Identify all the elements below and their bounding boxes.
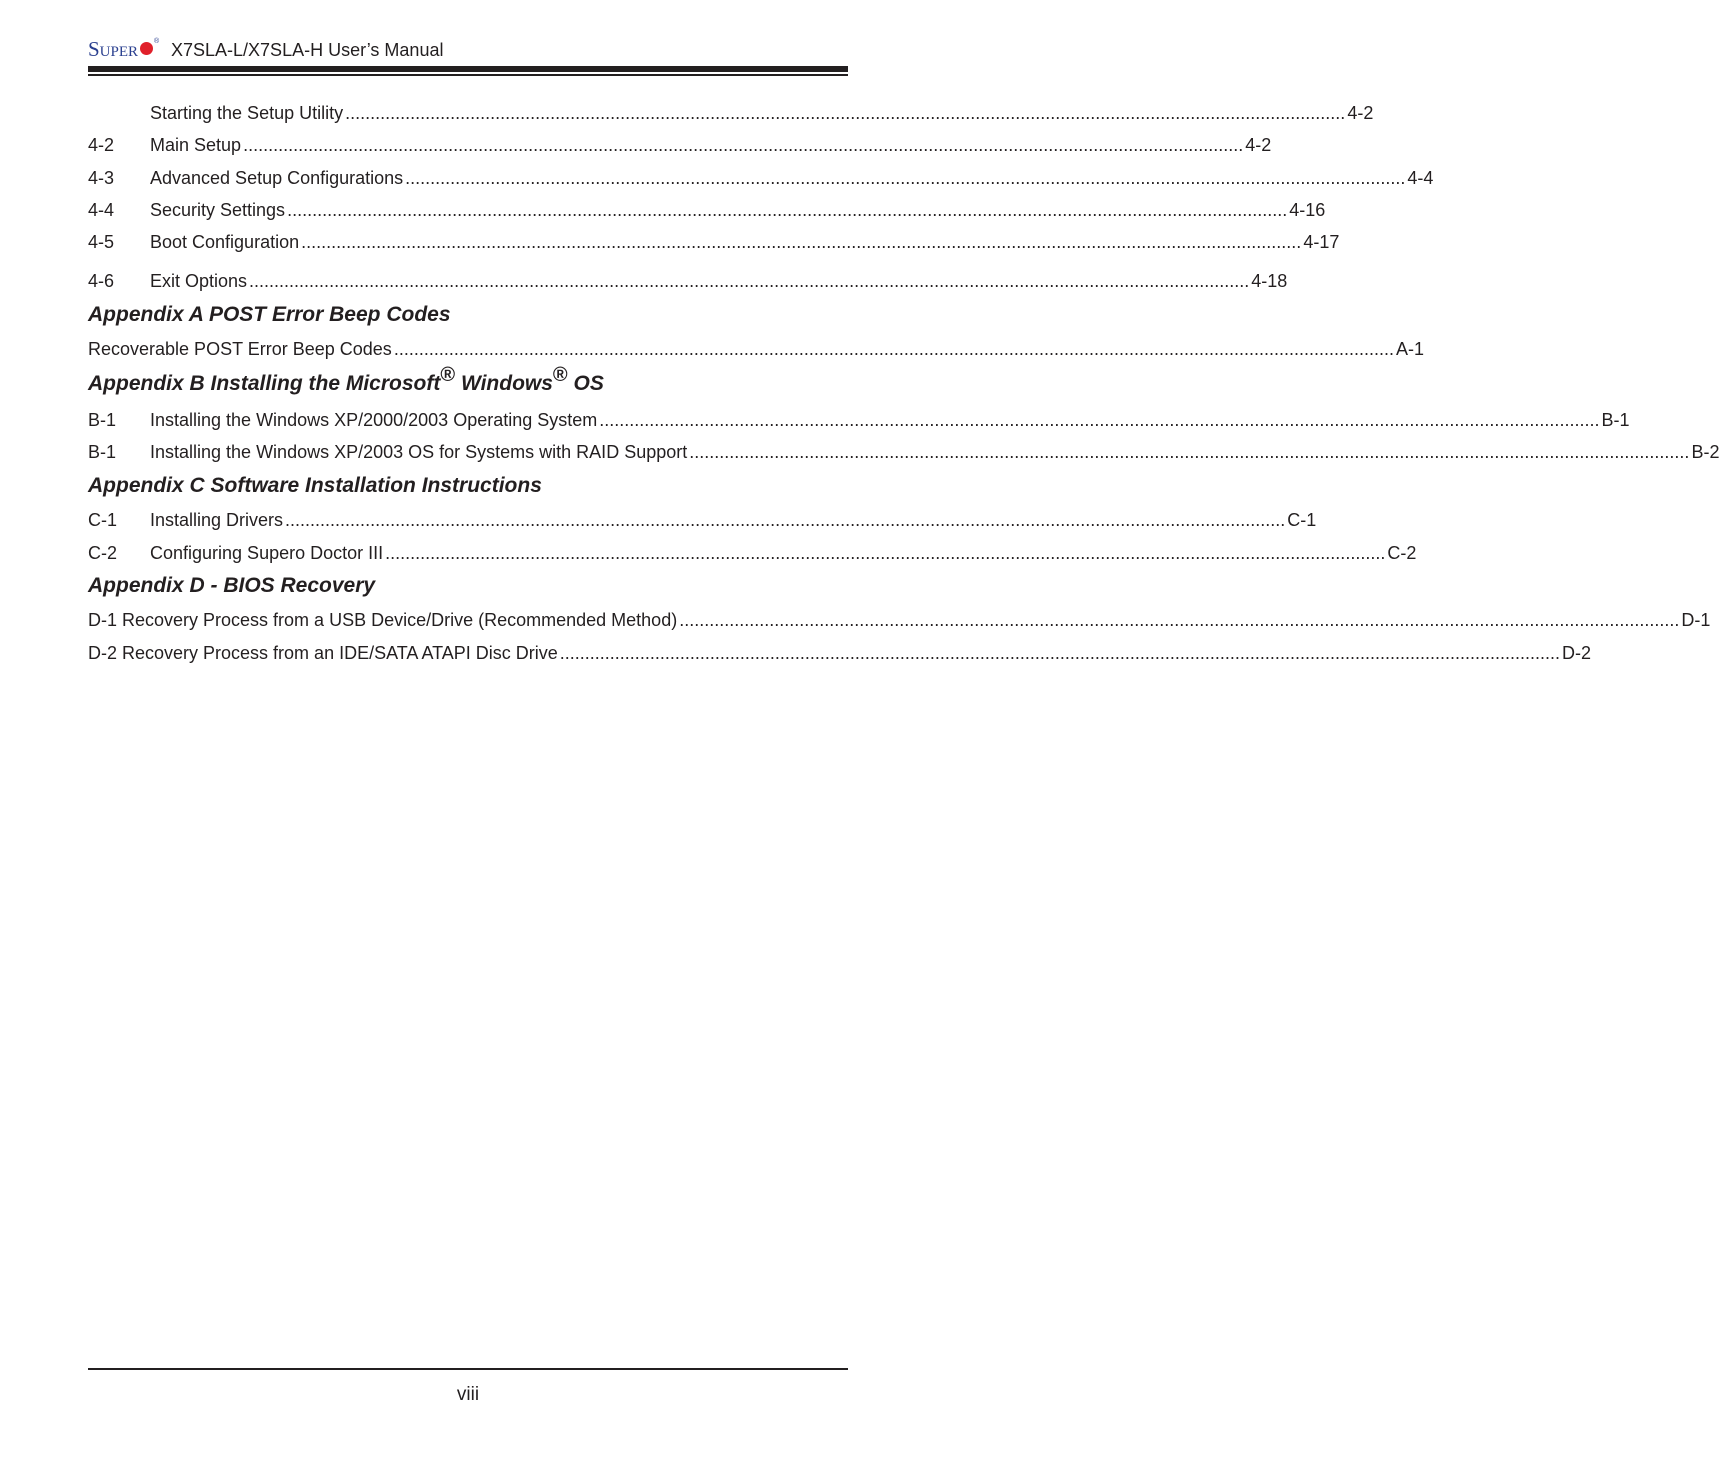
appendix-c-heading: Appendix C Software Installation Instructions	[88, 474, 542, 497]
appendix-b-title-part: OS	[567, 372, 604, 395]
toc-entry-title: D-2 Recovery Process from an IDE/SATA ATAPI Disc Drive	[88, 643, 558, 663]
toc-leader: ........................................................................................................................................................................................................	[285, 510, 1286, 530]
header-rule-thin	[88, 74, 848, 76]
toc-entry-page: 4-2	[1245, 135, 1272, 155]
toc-leader: ........................................................................................................................................................................................................	[393, 339, 1395, 359]
toc-leader: ........................................................................................................................................................................................................	[689, 442, 1690, 462]
toc-entry[interactable]	[88, 198, 1326, 222]
footer-rule	[88, 1368, 848, 1370]
toc-entry-page: B-1	[1601, 410, 1630, 430]
toc-entry-title: Installing the Windows XP/2000/2003 Operating System	[150, 410, 598, 430]
toc-entry[interactable]	[88, 541, 1417, 565]
toc-leader: ........................................................................................................................................................................................................	[249, 271, 1250, 291]
toc-leader: ........................................................................................................................................................................................................	[599, 410, 1600, 430]
toc-entry-title: Installing the Windows XP/2003 OS for Systems with RAID Support	[150, 442, 688, 462]
toc-entry[interactable]	[88, 440, 1719, 464]
toc-entry-page: A-1	[1396, 339, 1425, 359]
toc-leader: ........................................................................................................................................................................................................	[301, 232, 1302, 252]
logo-wordmark: Super	[88, 37, 139, 61]
toc-entry-title: Installing Drivers	[150, 510, 284, 530]
toc-leader: ........................................................................................................................................................................................................	[287, 200, 1288, 220]
toc-entry-number: B-1	[88, 410, 117, 430]
toc-leader: ........................................................................................................................................................................................................	[345, 103, 1346, 123]
toc-entry-title: D-1 Recovery Process from a USB Device/Drive (Recommended Method)	[88, 610, 678, 630]
toc-entry[interactable]	[88, 166, 1434, 190]
toc-leader: ........................................................................................................................................................................................................	[243, 135, 1244, 155]
toc-entry-page: D-1	[1681, 610, 1711, 630]
toc-entry[interactable]	[88, 133, 1272, 157]
toc-entry-page: 4-4	[1407, 168, 1434, 188]
appendix-a-heading: Appendix A POST Error Beep Codes	[88, 303, 451, 326]
toc-entry-title: Starting the Setup Utility	[150, 103, 344, 123]
appendix-b-title-part: Appendix B Installing the Microsoft	[88, 372, 441, 395]
toc-entry[interactable]	[88, 337, 1425, 361]
appendix-d-heading: Appendix D - BIOS Recovery	[88, 574, 376, 597]
toc-entry-page: 4-18	[1251, 271, 1288, 291]
registered-mark: ®	[552, 364, 568, 386]
toc-leader: ........................................................................................................................................................................................................	[679, 610, 1680, 630]
manual-title: X7SLA-L/X7SLA-H User’s Manual	[171, 40, 444, 60]
toc-entry-number: 4-5	[88, 232, 115, 252]
toc-leader: ........................................................................................................................................................................................................	[405, 168, 1406, 188]
toc-entry-page: C-2	[1387, 543, 1417, 563]
page-number: viii	[456, 1384, 480, 1405]
toc-entry-title: Advanced Setup Configurations	[150, 168, 404, 188]
toc-entry-number: 4-2	[88, 135, 115, 155]
page-header	[88, 36, 848, 64]
toc-entry[interactable]	[88, 641, 1592, 665]
toc-entry-page: B-2	[1691, 442, 1719, 462]
toc-entry-page: C-1	[1287, 510, 1317, 530]
toc-entry-number: C-2	[88, 543, 118, 563]
registered-mark: ®	[440, 364, 456, 386]
appendix-b-title-part: Windows	[455, 372, 553, 395]
toc-entry-page: 4-2	[1347, 103, 1374, 123]
toc-entry-number: 4-6	[88, 271, 115, 291]
toc-entry-page: 4-17	[1303, 232, 1340, 252]
toc-entry-number: 4-4	[88, 200, 115, 220]
toc-entry-number: C-1	[88, 510, 118, 530]
toc-leader: ........................................................................................................................................................................................................	[559, 643, 1560, 663]
toc-entry-title: Exit Options	[150, 271, 248, 291]
toc-entry-page: D-2	[1562, 643, 1592, 663]
toc-entry-number: 4-3	[88, 168, 115, 188]
toc-entry[interactable]	[88, 508, 1317, 532]
toc-entry-title: Main Setup	[150, 135, 242, 155]
toc-entry[interactable]	[88, 230, 1340, 254]
toc-entry[interactable]	[88, 101, 1374, 125]
appendix-b-heading	[88, 364, 848, 398]
toc-entry-number: B-1	[88, 442, 117, 462]
toc-entry[interactable]	[88, 269, 1288, 293]
toc-entry-title: Security Settings	[150, 200, 286, 220]
toc-entry-title: Boot Configuration	[150, 232, 300, 252]
logo-registered-mark: ®	[154, 38, 160, 45]
toc-entry[interactable]	[88, 408, 1630, 432]
toc-leader: ........................................................................................................................................................................................................	[385, 543, 1386, 563]
toc-entry-title: Recoverable POST Error Beep Codes	[88, 339, 392, 359]
supermicro-logo	[88, 38, 159, 60]
header-rule-thick	[88, 66, 848, 72]
logo-red-dot-icon	[140, 42, 153, 55]
toc-entry-title: Configuring Supero Doctor III	[150, 543, 384, 563]
toc-entry-page: 4-16	[1289, 200, 1326, 220]
toc-entry[interactable]	[88, 608, 1711, 632]
